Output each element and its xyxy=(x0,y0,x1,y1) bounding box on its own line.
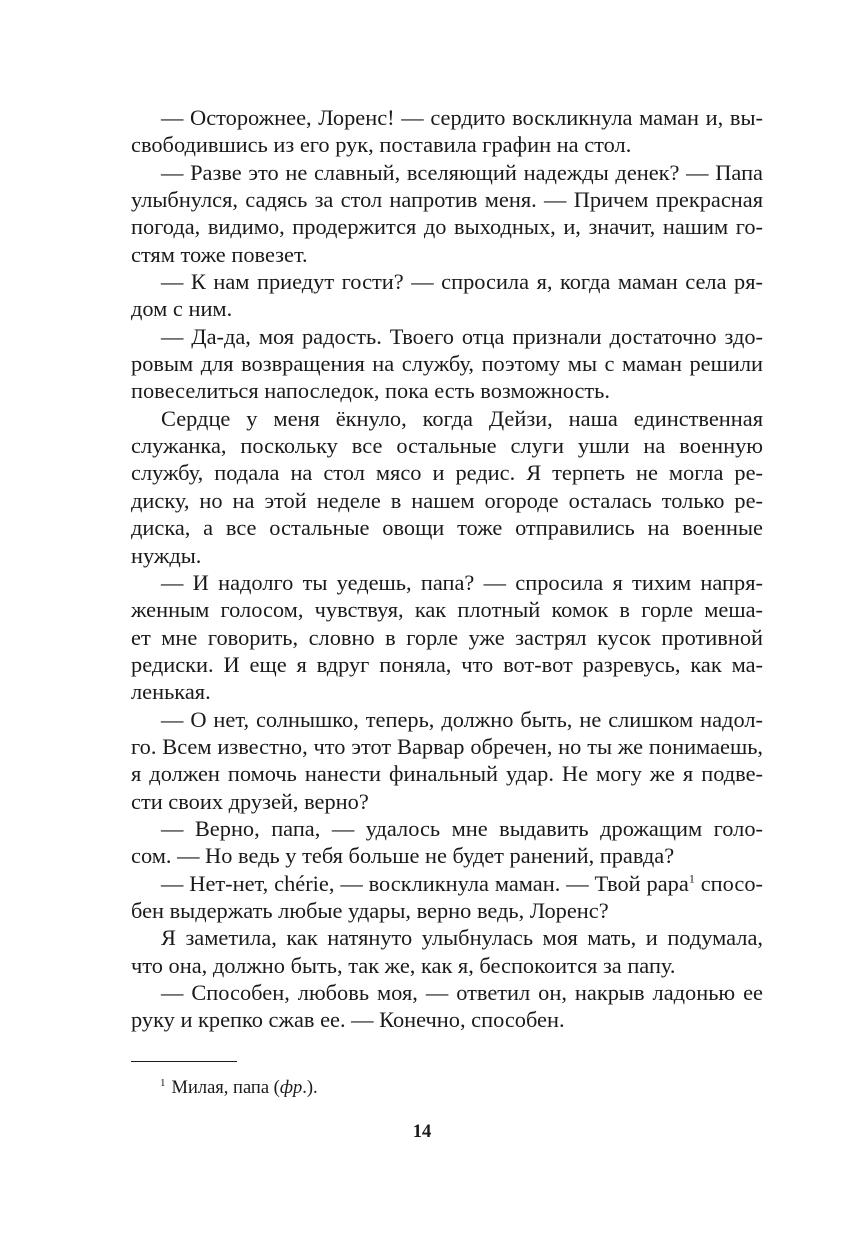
text-line: — Способен, любовь моя, — ответил он, накрыв ладонью ее xyxy=(161,980,763,1005)
text-line: — И надолго ты уедешь, папа? — спросила я тихим напря- xyxy=(161,569,763,595)
text-line-main: — Нет-нет, chérie, — воскликнула маман. — Твой papa xyxy=(161,870,689,896)
text-line: Я заметила, как натянуто улыбнулась моя мать, и подумала, xyxy=(161,925,763,951)
text-line: диску, но на этой неделе в нашем огороде осталась только ре- xyxy=(131,487,763,513)
text-line: ровым для возвращения на службу, поэтому мы с маман решили xyxy=(131,351,763,377)
footnote-reference: 1 xyxy=(688,871,695,886)
footnote xyxy=(160,1076,318,1100)
text-line: — Разве это не славный, вселяющий надежды денек? — Папа xyxy=(161,159,763,185)
text-line: что она, должно быть, так же, как я, беспокоится за папу. xyxy=(131,952,676,978)
text-line: улыбнулся, садясь за стол напротив меня. — Причем прекрасная xyxy=(131,187,763,213)
text-line: ет мне говорить, словно в горле уже застрял кусок противной xyxy=(131,624,763,650)
text-line: — К нам приедут гости? — спросила я, когда маман села ря- xyxy=(161,269,763,295)
footnote-text-italic: фр xyxy=(279,1078,303,1098)
text-line-tail: спосо- xyxy=(700,870,763,896)
text-line: женным голосом, чувствуя, как плотный комок в горле меша- xyxy=(131,597,763,623)
text-line: ленькая. xyxy=(131,679,211,705)
text-line: службу, подала на стол мясо и редис. Я терпеть не могла ре- xyxy=(131,460,763,486)
text-line: — О нет, солнышко, теперь, должно быть, не слишком надол- xyxy=(161,706,763,732)
text-line: сти своих друзей, верно? xyxy=(131,788,369,814)
text-line: повеселиться напоследок, пока есть возможность. xyxy=(131,378,610,404)
text-line: дом с ним. xyxy=(131,296,233,322)
footnote-text-after: .). xyxy=(302,1078,318,1098)
page-number: 14 xyxy=(412,1122,432,1142)
text-line: свободившись из его рук, поставила графин на стол. xyxy=(131,132,632,158)
text-line: диска, а все остальные овощи тоже отправились на военные xyxy=(131,515,763,541)
text-line-with-note xyxy=(131,870,763,897)
text-line: служанка, поскольку все остальные слуги ушли на военную xyxy=(131,433,763,459)
text-line: — Верно, папа, — удалось мне выдавить дрожащим голо- xyxy=(161,815,763,841)
page-body xyxy=(131,104,763,1034)
text-line: бен выдержать любые удары, верно ведь, Лоренс? xyxy=(131,897,609,923)
footnote-marker: 1 xyxy=(160,1076,166,1089)
text-line: сом. — Но ведь у тебя больше не будет ранений, правда? xyxy=(131,843,675,869)
text-line: я должен помочь нанести финальный удар. Не могу же я подве- xyxy=(131,761,763,787)
text-line: стям тоже повезет. xyxy=(131,241,308,267)
text-line: — Да-да, моя радость. Твоего отца признали достаточно здо- xyxy=(161,323,763,349)
text-line: руку и крепко сжав ее. — Конечно, способен. xyxy=(131,1007,565,1033)
text-line: Сердце у меня ёкнуло, когда Дейзи, наша единственная xyxy=(161,405,763,431)
text-line: погода, видимо, продержится до выходных, и, значит, нашим го- xyxy=(131,214,763,240)
text-line: нужды. xyxy=(131,542,202,568)
text-line: редиски. И еще я вдруг поняла, что вот-вот разревусь, как ма- xyxy=(131,651,763,677)
footnote-divider xyxy=(131,1061,237,1062)
footnote-text-before: Милая, папа ( xyxy=(171,1078,280,1098)
text-line: — Осторожнее, Лоренс! — сердито воскликнула маман и, вы- xyxy=(161,105,763,130)
text-line: го. Всем известно, что этот Варвар обречен, но ты же понимаешь, xyxy=(131,733,763,759)
